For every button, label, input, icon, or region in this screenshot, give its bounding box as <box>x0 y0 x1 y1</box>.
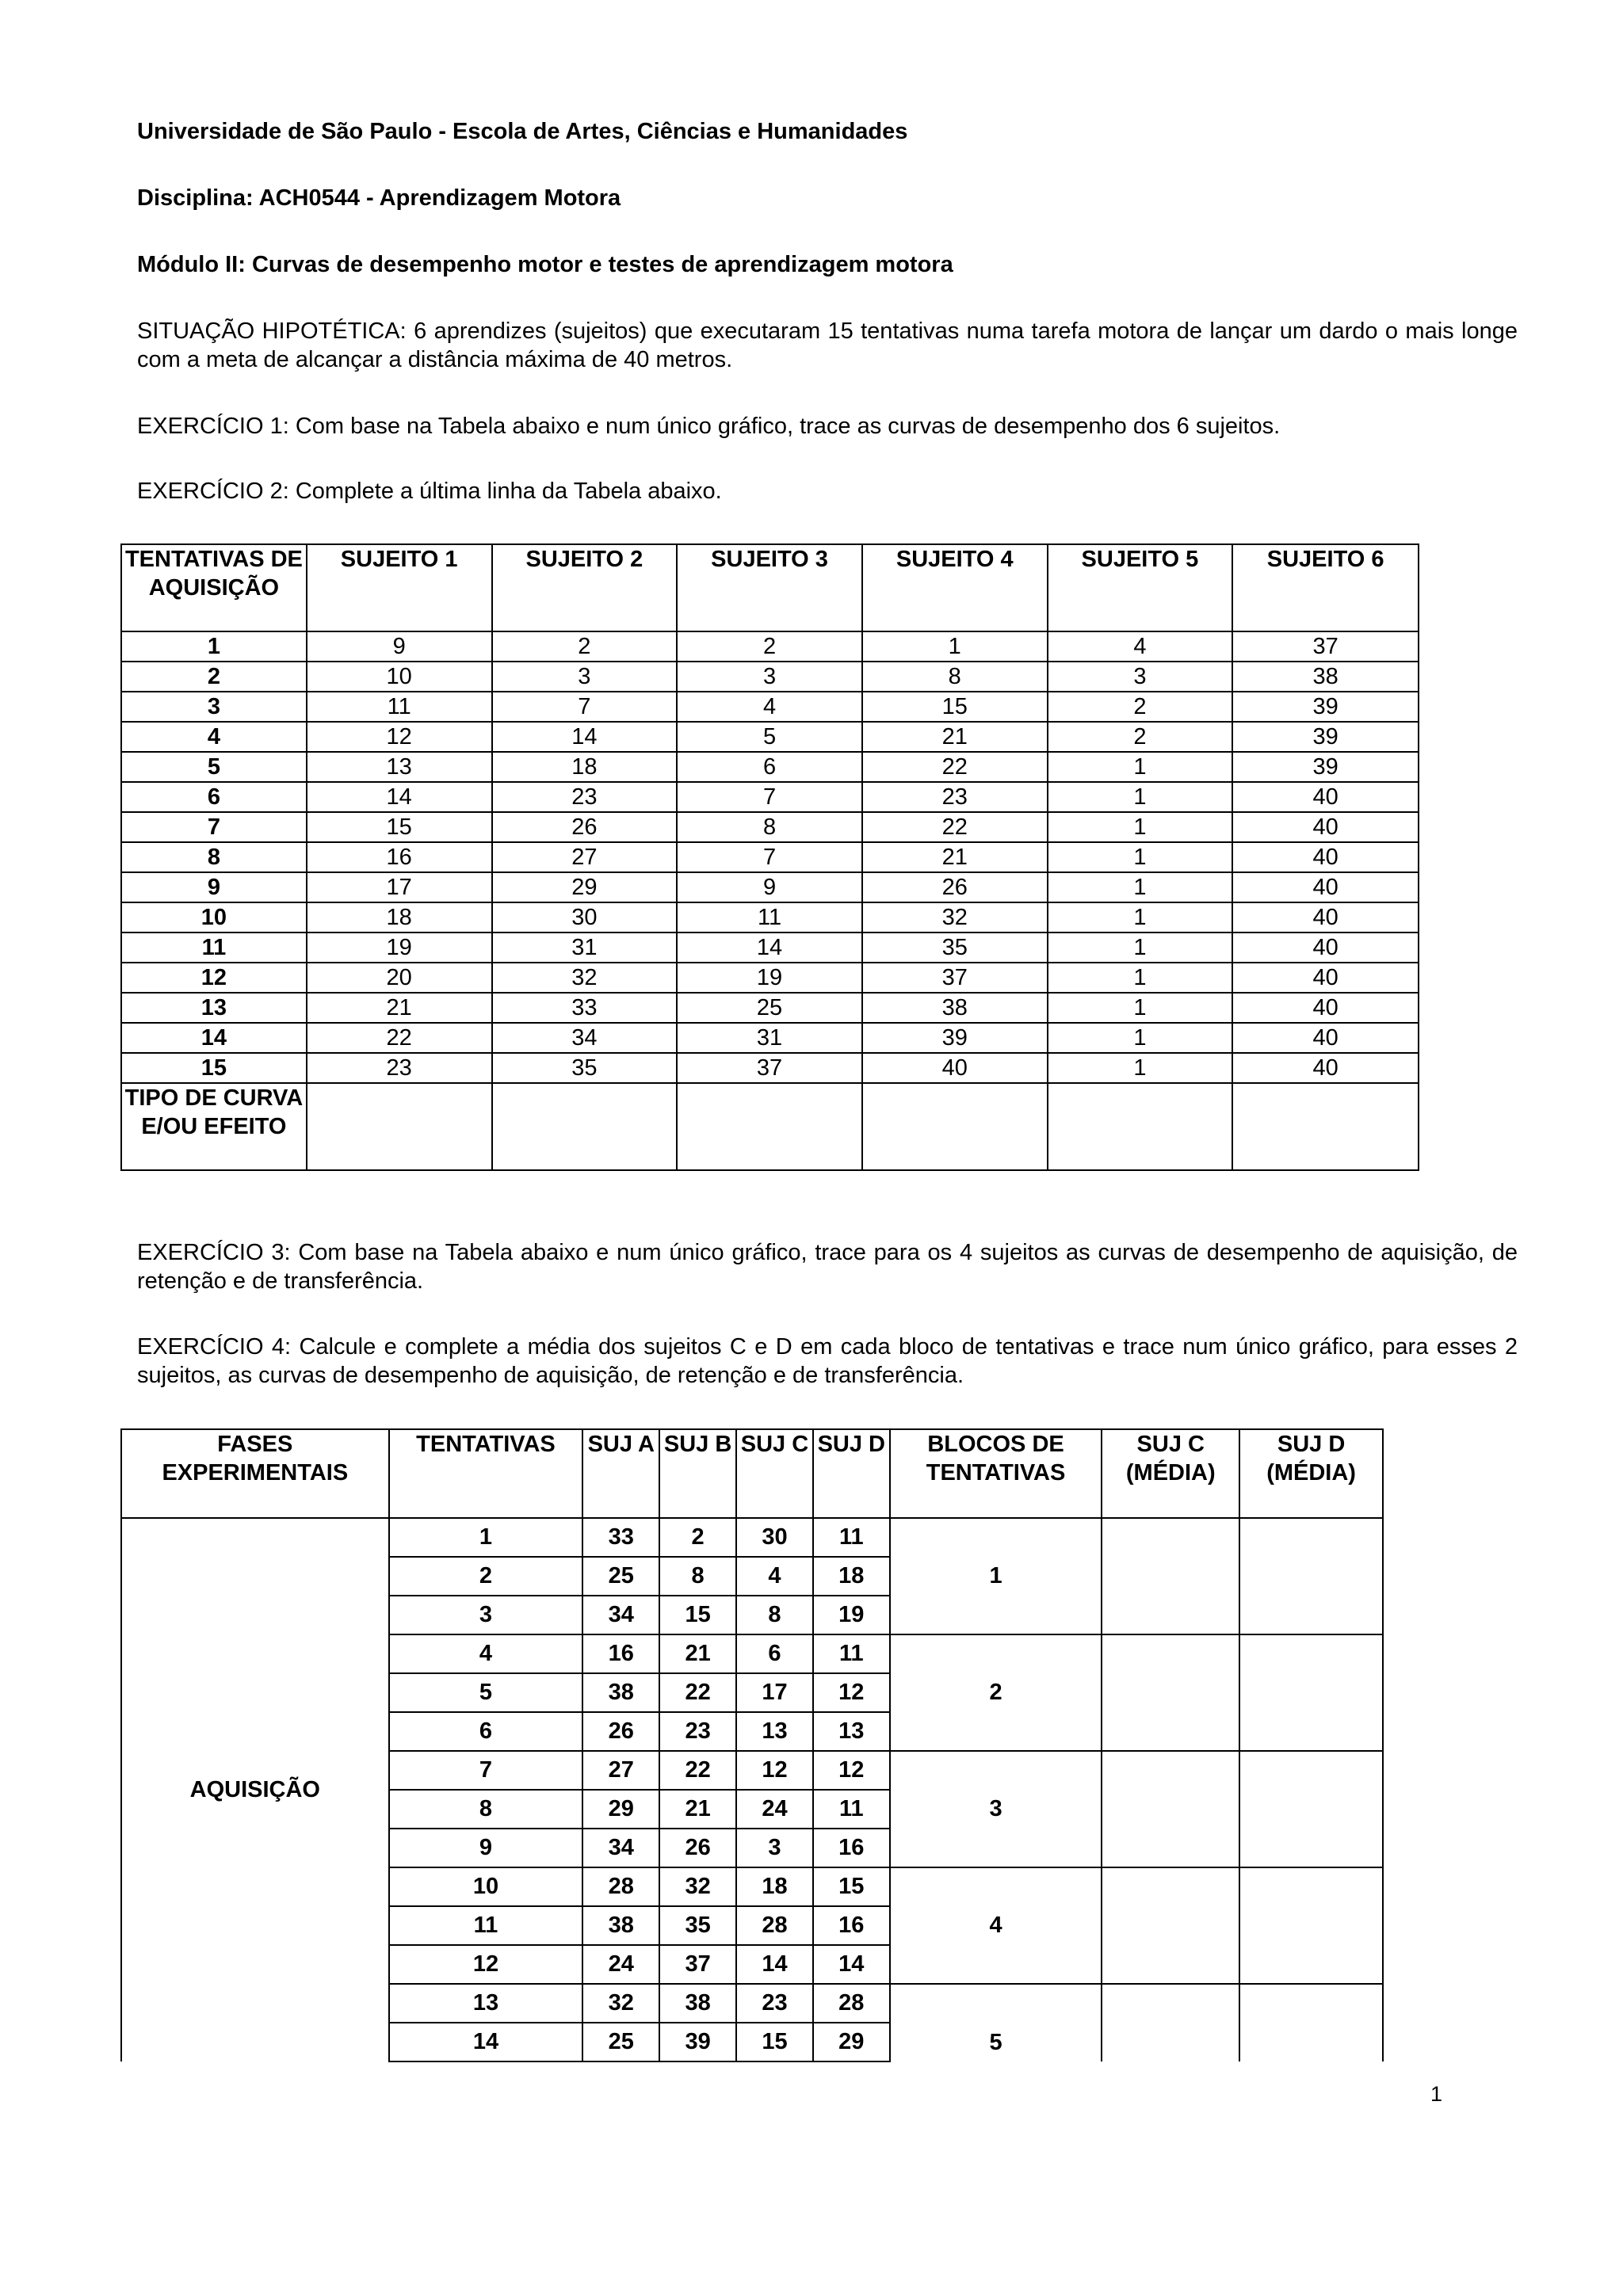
value-cell: 21 <box>862 842 1048 872</box>
performance-table <box>120 543 1419 1171</box>
value-cell: 16 <box>582 1634 659 1673</box>
block-cell: 3 <box>890 1751 1102 1867</box>
value-cell: 40 <box>1232 933 1419 963</box>
value-cell: 19 <box>677 963 862 993</box>
university-title: Universidade de São Paulo - Escola de Artes, Ciências e Humanidades <box>137 119 908 144</box>
table-row <box>121 662 1419 692</box>
value-cell: 16 <box>813 1829 890 1867</box>
value-cell: 37 <box>862 963 1048 993</box>
table-header-row <box>121 544 1419 631</box>
header-cell: SUJEITO 1 <box>307 544 492 631</box>
value-cell: 17 <box>307 872 492 902</box>
trial-cell: 4 <box>389 1634 583 1673</box>
value-cell: 31 <box>677 1023 862 1053</box>
trial-cell: 2 <box>121 662 307 692</box>
exercise-2: EXERCÍCIO 2: Complete a última linha da Tabela abaixo. <box>137 479 722 504</box>
trial-cell: 10 <box>389 1867 583 1906</box>
trial-cell: 8 <box>121 842 307 872</box>
value-cell: 14 <box>492 722 678 752</box>
value-cell: 11 <box>677 902 862 933</box>
trial-cell: 1 <box>389 1518 583 1557</box>
trial-cell: 2 <box>389 1557 583 1596</box>
mean-c-cell <box>1102 1867 1239 1984</box>
trial-cell: 6 <box>121 782 307 812</box>
value-cell: 3 <box>1048 662 1233 692</box>
value-cell: 15 <box>813 1867 890 1906</box>
value-cell: 7 <box>677 842 862 872</box>
trial-cell: 15 <box>121 1053 307 1083</box>
header-cell: SUJEITO 2 <box>492 544 678 631</box>
value-cell: 2 <box>677 631 862 662</box>
trial-cell: 8 <box>389 1790 583 1829</box>
value-cell: 15 <box>862 692 1048 722</box>
value-cell: 22 <box>862 752 1048 782</box>
table-row <box>121 1518 1383 1557</box>
value-cell: 1 <box>862 631 1048 662</box>
trial-cell: 13 <box>389 1984 583 2023</box>
value-cell: 37 <box>1232 631 1419 662</box>
value-cell: 8 <box>659 1557 736 1596</box>
trial-cell: 11 <box>389 1906 583 1945</box>
value-cell: 40 <box>1232 1053 1419 1083</box>
value-cell: 39 <box>659 2023 736 2061</box>
header-cell: SUJ D <box>813 1429 890 1518</box>
value-cell: 23 <box>736 1984 813 2023</box>
value-cell: 33 <box>492 993 678 1023</box>
header-cell: SUJEITO 4 <box>862 544 1048 631</box>
value-cell: 22 <box>659 1751 736 1790</box>
value-cell: 32 <box>582 1984 659 2023</box>
header-cell: SUJEITO 3 <box>677 544 862 631</box>
trial-cell: 6 <box>389 1712 583 1751</box>
value-cell: 6 <box>677 752 862 782</box>
value-cell: 40 <box>1232 812 1419 842</box>
value-cell: 1 <box>1048 872 1233 902</box>
value-cell: 28 <box>582 1867 659 1906</box>
value-cell: 19 <box>307 933 492 963</box>
value-cell: 29 <box>582 1790 659 1829</box>
value-cell: 31 <box>492 933 678 963</box>
value-cell: 1 <box>1048 842 1233 872</box>
value-cell: 1 <box>1048 1053 1233 1083</box>
value-cell: 15 <box>307 812 492 842</box>
header-cell: SUJ A <box>582 1429 659 1518</box>
value-cell: 8 <box>862 662 1048 692</box>
situation-paragraph: SITUAÇÃO HIPOTÉTICA: 6 aprendizes (sujeitos) que executaram 15 tentativas numa tarefa motora de lançar um dardo o mais longe com a meta de alcançar a distância máxima de 40 metros. <box>137 318 1518 372</box>
value-cell: 2 <box>1048 692 1233 722</box>
value-cell: 23 <box>862 782 1048 812</box>
block-cell: 1 <box>890 1518 1102 1634</box>
block-cell: 5 <box>890 1984 1102 2061</box>
value-cell: 26 <box>862 872 1048 902</box>
value-cell: 18 <box>813 1557 890 1596</box>
value-cell: 4 <box>736 1557 813 1596</box>
value-cell: 1 <box>1048 782 1233 812</box>
value-cell: 30 <box>736 1518 813 1557</box>
value-cell: 1 <box>1048 1023 1233 1053</box>
value-cell: 32 <box>862 902 1048 933</box>
table-row <box>121 993 1419 1023</box>
mean-d-cell <box>1239 1518 1383 1634</box>
header-cell: SUJEITO 5 <box>1048 544 1233 631</box>
exercise-3: EXERCÍCIO 3: Com base na Tabela abaixo e num único gráfico, trace para os 4 sujeitos as curvas de desempenho de aquisição, de retenção e de transferência. <box>137 1240 1518 1294</box>
value-cell: 25 <box>582 1557 659 1596</box>
value-cell: 11 <box>813 1790 890 1829</box>
value-cell: 38 <box>659 1984 736 2023</box>
value-cell: 5 <box>677 722 862 752</box>
value-cell: 40 <box>1232 842 1419 872</box>
value-cell: 3 <box>736 1829 813 1867</box>
value-cell: 23 <box>307 1053 492 1083</box>
value-cell: 40 <box>862 1053 1048 1083</box>
value-cell: 12 <box>307 722 492 752</box>
phase-cell: AQUISIÇÃO <box>121 1518 389 2061</box>
trial-cell: 13 <box>121 993 307 1023</box>
value-cell: 13 <box>307 752 492 782</box>
value-cell: 35 <box>862 933 1048 963</box>
mean-c-cell <box>1102 1518 1239 1634</box>
value-cell: 29 <box>492 872 678 902</box>
trial-cell: 12 <box>121 963 307 993</box>
value-cell: 14 <box>307 782 492 812</box>
value-cell: 23 <box>492 782 678 812</box>
phases-table <box>120 1428 1384 2062</box>
block-cell: 4 <box>890 1867 1102 1984</box>
value-cell: 3 <box>677 662 862 692</box>
value-cell: 16 <box>813 1906 890 1945</box>
value-cell: 37 <box>659 1945 736 1984</box>
value-cell: 20 <box>307 963 492 993</box>
value-cell: 38 <box>582 1906 659 1945</box>
value-cell: 25 <box>677 993 862 1023</box>
value-cell: 28 <box>736 1906 813 1945</box>
value-cell: 22 <box>659 1673 736 1712</box>
exercise-4: EXERCÍCIO 4: Calcule e complete a média dos sujeitos C e D em cada bloco de tentativas e trace num único gráfico, para esses 2 sujeitos, as curvas de desempenho de aquisição, de retenção e de transferência. <box>137 1334 1518 1388</box>
value-cell: 24 <box>736 1790 813 1829</box>
value-cell: 39 <box>862 1023 1048 1053</box>
value-cell: 40 <box>1232 872 1419 902</box>
value-cell: 18 <box>307 902 492 933</box>
empty-answer-cell <box>677 1083 862 1170</box>
trial-cell: 7 <box>389 1751 583 1790</box>
value-cell: 40 <box>1232 902 1419 933</box>
value-cell: 13 <box>736 1712 813 1751</box>
page-number: 1 <box>1430 2082 1442 2106</box>
value-cell: 26 <box>659 1829 736 1867</box>
value-cell: 34 <box>582 1596 659 1634</box>
block-cell: 2 <box>890 1634 1102 1751</box>
value-cell: 27 <box>492 842 678 872</box>
table-row <box>121 1023 1419 1053</box>
value-cell: 9 <box>307 631 492 662</box>
value-cell: 14 <box>736 1945 813 1984</box>
value-cell: 34 <box>582 1829 659 1867</box>
mean-d-cell <box>1239 1984 1383 2061</box>
table-row <box>121 842 1419 872</box>
header-cell: FASES EXPERIMENTAIS <box>121 1429 389 1518</box>
value-cell: 29 <box>813 2023 890 2061</box>
table-row <box>121 872 1419 902</box>
value-cell: 14 <box>813 1945 890 1984</box>
value-cell: 26 <box>492 812 678 842</box>
trial-cell: 4 <box>121 722 307 752</box>
table-row <box>121 963 1419 993</box>
value-cell: 12 <box>813 1673 890 1712</box>
value-cell: 12 <box>813 1751 890 1790</box>
value-cell: 17 <box>736 1673 813 1712</box>
value-cell: 38 <box>1232 662 1419 692</box>
value-cell: 11 <box>813 1634 890 1673</box>
trial-cell: 14 <box>121 1023 307 1053</box>
value-cell: 2 <box>659 1518 736 1557</box>
header-cell: SUJ B <box>659 1429 736 1518</box>
mean-d-cell <box>1239 1867 1383 1984</box>
value-cell: 12 <box>736 1751 813 1790</box>
value-cell: 11 <box>813 1518 890 1557</box>
value-cell: 10 <box>307 662 492 692</box>
value-cell: 1 <box>1048 963 1233 993</box>
value-cell: 1 <box>1048 902 1233 933</box>
trial-cell: 5 <box>121 752 307 782</box>
table-row <box>121 933 1419 963</box>
value-cell: 11 <box>307 692 492 722</box>
value-cell: 7 <box>492 692 678 722</box>
value-cell: 3 <box>492 662 678 692</box>
trial-cell: 10 <box>121 902 307 933</box>
trial-cell: 3 <box>121 692 307 722</box>
value-cell: 32 <box>659 1867 736 1906</box>
trial-cell: 9 <box>389 1829 583 1867</box>
mean-c-cell <box>1102 1751 1239 1867</box>
value-cell: 40 <box>1232 963 1419 993</box>
value-cell: 1 <box>1048 993 1233 1023</box>
empty-answer-cell <box>307 1083 492 1170</box>
value-cell: 35 <box>659 1906 736 1945</box>
empty-answer-cell <box>1048 1083 1233 1170</box>
empty-answer-cell <box>492 1083 678 1170</box>
value-cell: 33 <box>582 1518 659 1557</box>
table-row <box>121 722 1419 752</box>
value-cell: 32 <box>492 963 678 993</box>
mean-d-cell <box>1239 1751 1383 1867</box>
header-cell: SUJ C <box>736 1429 813 1518</box>
empty-answer-cell <box>1232 1083 1419 1170</box>
value-cell: 18 <box>492 752 678 782</box>
table-header-row <box>121 1429 1383 1518</box>
curve-type-label: TIPO DE CURVA E/OU EFEITO <box>121 1083 307 1170</box>
value-cell: 2 <box>1048 722 1233 752</box>
value-cell: 1 <box>1048 933 1233 963</box>
value-cell: 28 <box>813 1984 890 2023</box>
value-cell: 24 <box>582 1945 659 1984</box>
trial-cell: 5 <box>389 1673 583 1712</box>
module-title: Módulo II: Curvas de desempenho motor e testes de aprendizagem motora <box>137 252 953 277</box>
value-cell: 39 <box>1232 722 1419 752</box>
mean-c-cell <box>1102 1634 1239 1751</box>
trial-cell: 14 <box>389 2023 583 2061</box>
value-cell: 21 <box>862 722 1048 752</box>
table-row <box>121 782 1419 812</box>
value-cell: 9 <box>677 872 862 902</box>
value-cell: 4 <box>1048 631 1233 662</box>
value-cell: 40 <box>1232 782 1419 812</box>
value-cell: 8 <box>736 1596 813 1634</box>
header-cell: TENTATIVAS <box>389 1429 583 1518</box>
value-cell: 21 <box>659 1634 736 1673</box>
value-cell: 38 <box>582 1673 659 1712</box>
table-row <box>121 812 1419 842</box>
value-cell: 35 <box>492 1053 678 1083</box>
header-cell: BLOCOS DE TENTATIVAS <box>890 1429 1102 1518</box>
value-cell: 13 <box>813 1712 890 1751</box>
header-cell: TENTATIVAS DE AQUISIÇÃO <box>121 544 307 631</box>
value-cell: 4 <box>677 692 862 722</box>
value-cell: 38 <box>862 993 1048 1023</box>
discipline-title: Disciplina: ACH0544 - Aprendizagem Motora <box>137 185 621 211</box>
value-cell: 8 <box>677 812 862 842</box>
trial-cell: 7 <box>121 812 307 842</box>
value-cell: 26 <box>582 1712 659 1751</box>
value-cell: 21 <box>307 993 492 1023</box>
value-cell: 39 <box>1232 692 1419 722</box>
value-cell: 14 <box>677 933 862 963</box>
value-cell: 23 <box>659 1712 736 1751</box>
table-row <box>121 902 1419 933</box>
table-row <box>121 692 1419 722</box>
mean-c-cell <box>1102 1984 1239 2061</box>
value-cell: 19 <box>813 1596 890 1634</box>
value-cell: 39 <box>1232 752 1419 782</box>
header-cell: SUJEITO 6 <box>1232 544 1419 631</box>
header-cell: SUJ D (MÉDIA) <box>1239 1429 1383 1518</box>
value-cell: 15 <box>736 2023 813 2061</box>
curve-type-row <box>121 1083 1419 1170</box>
value-cell: 1 <box>1048 812 1233 842</box>
value-cell: 25 <box>582 2023 659 2061</box>
header-cell: SUJ C (MÉDIA) <box>1102 1429 1239 1518</box>
value-cell: 6 <box>736 1634 813 1673</box>
trial-cell: 3 <box>389 1596 583 1634</box>
trial-cell: 11 <box>121 933 307 963</box>
value-cell: 30 <box>492 902 678 933</box>
value-cell: 1 <box>1048 752 1233 782</box>
trial-cell: 9 <box>121 872 307 902</box>
value-cell: 22 <box>307 1023 492 1053</box>
value-cell: 16 <box>307 842 492 872</box>
value-cell: 21 <box>659 1790 736 1829</box>
table-row <box>121 1053 1419 1083</box>
empty-answer-cell <box>862 1083 1048 1170</box>
value-cell: 15 <box>659 1596 736 1634</box>
table-row <box>121 631 1419 662</box>
value-cell: 7 <box>677 782 862 812</box>
trial-cell: 12 <box>389 1945 583 1984</box>
trial-cell: 1 <box>121 631 307 662</box>
value-cell: 40 <box>1232 1023 1419 1053</box>
value-cell: 27 <box>582 1751 659 1790</box>
value-cell: 37 <box>677 1053 862 1083</box>
value-cell: 40 <box>1232 993 1419 1023</box>
value-cell: 34 <box>492 1023 678 1053</box>
exercise-1: EXERCÍCIO 1: Com base na Tabela abaixo e num único gráfico, trace as curvas de desempenho dos 6 sujeitos. <box>137 414 1281 439</box>
value-cell: 22 <box>862 812 1048 842</box>
value-cell: 18 <box>736 1867 813 1906</box>
value-cell: 2 <box>492 631 678 662</box>
mean-d-cell <box>1239 1634 1383 1751</box>
table-row <box>121 752 1419 782</box>
